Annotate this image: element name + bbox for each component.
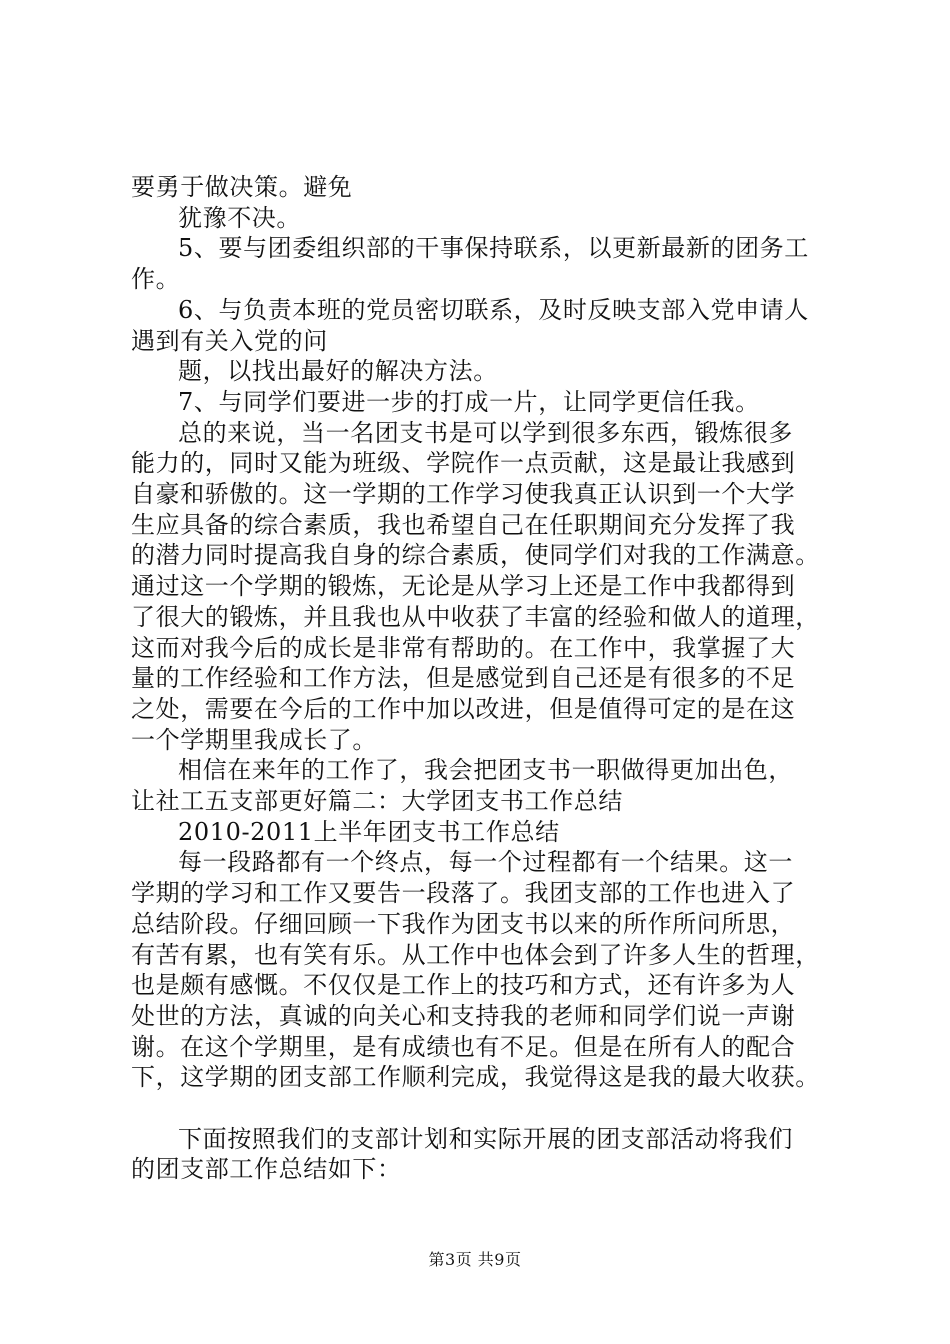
text-line: 处世的方法，真诚的向关心和支持我的老师和同学们说一声谢 [131, 1001, 796, 1030]
text-line: 生应具备的综合素质，我也希望自己在任职期间充分发挥了我 [131, 510, 796, 539]
page-number-footer: 第3页 共9页 [428, 1250, 522, 1269]
text-line: 让社工五支部更好篇二：大学团支书工作总结 [131, 787, 623, 816]
text-line: 要勇于做决策。避免 [131, 173, 353, 201]
document-body [131, 172, 851, 1185]
text-line: 6、与负责本班的党员密切联系，及时反映支部入党申请人 [178, 295, 809, 324]
section-heading: 2010-2011上半年团支书工作总结 [178, 817, 560, 846]
text-line: 自豪和骄傲的。这一学期的工作学习使我真正认识到一个大学 [131, 480, 796, 509]
text-line: 题，以找出最好的解决方法。 [178, 357, 498, 386]
text-line: 量的工作经验和工作方法，但是感觉到自己还是有很多的不足 [131, 664, 796, 693]
text-line: 5、要与团委组织部的干事保持联系，以更新最新的团务工 [178, 234, 809, 263]
text-line: 作。 [131, 265, 181, 294]
text-line: 了很大的锻炼，并且我也从中收获了丰富的经验和做人的道理， [131, 602, 820, 631]
text-line: 的团支部工作总结如下： [131, 1155, 402, 1184]
text-line: 7、与同学们要进一步的打成一片，让同学更信任我。 [178, 387, 760, 416]
text-line: 这而对我今后的成长是非常有帮助的。在工作中，我掌握了大 [131, 633, 796, 662]
text-line: 每一段路都有一个终点，每一个过程都有一个结果。这一 [178, 848, 793, 877]
text-line: 有苦有累，也有笑有乐。从工作中也体会到了许多人生的哲理， [131, 940, 820, 969]
text-line: 一个学期里我成长了。 [131, 725, 377, 754]
text-line: 总结阶段。仔细回顾一下我作为团支书以来的所作所问所思， [131, 909, 796, 938]
text-line: 相信在来年的工作了，我会把团支书一职做得更加出色， [178, 756, 793, 785]
text-line: 能力的，同时又能为班级、学院作一点贡献，这是最让我感到 [131, 449, 796, 478]
text-line: 谢。在这个学期里，是有成绩也有不足。但是在所有人的配合 [131, 1032, 796, 1061]
text-line: 也是颇有感慨。不仅仅是工作上的技巧和方式，还有许多为人 [131, 971, 796, 1000]
text-line: 通过这一个学期的锻炼，无论是从学习上还是工作中我都得到 [131, 572, 796, 601]
text-line: 下面按照我们的支部计划和实际开展的团支部活动将我们 [178, 1124, 793, 1153]
text-line: 犹豫不决。 [178, 203, 301, 232]
text-line: 学期的学习和工作又要告一段落了。我团支部的工作也进入了 [131, 879, 796, 908]
text-line: 之处，需要在今后的工作中加以改进，但是值得可定的是在这 [131, 694, 796, 723]
text-line: 下，这学期的团支部工作顺利完成，我觉得这是我的最大收获。 [131, 1063, 820, 1092]
paragraph-gap [131, 1093, 851, 1124]
text-line: 遇到有关入党的问 [131, 326, 328, 355]
text-line: 的潜力同时提高我自身的综合素质，使同学们对我的工作满意。 [131, 541, 820, 570]
text-line: 总的来说，当一名团支书是可以学到很多东西，锻炼很多 [178, 418, 793, 447]
